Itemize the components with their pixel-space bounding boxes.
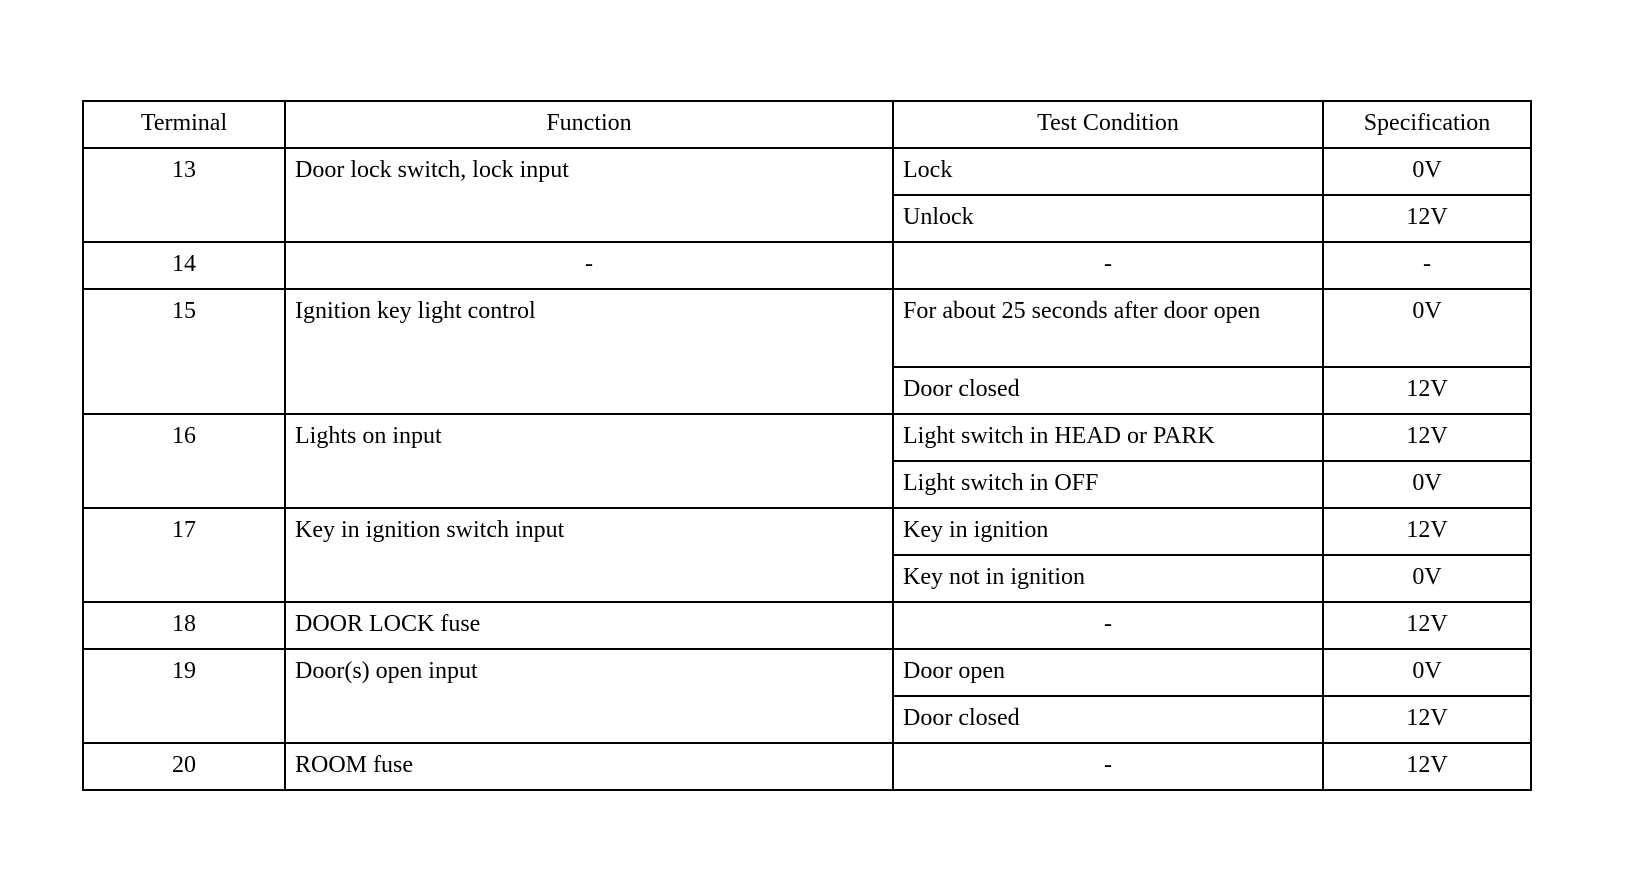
spec-cell: 0V: [1323, 148, 1531, 195]
condition-cell: -: [893, 743, 1323, 790]
condition-cell: -: [893, 602, 1323, 649]
header-row: [83, 101, 1531, 148]
table-row: [83, 289, 1531, 367]
spec-cell: 12V: [1323, 743, 1531, 790]
terminal-cell: 18: [83, 602, 285, 649]
condition-cell: Light switch in OFF: [893, 461, 1323, 508]
table-row: [83, 414, 1531, 461]
spec-cell: 12V: [1323, 195, 1531, 242]
function-cell: DOOR LOCK fuse: [285, 602, 893, 649]
function-cell: Ignition key light control: [285, 289, 893, 414]
table-row: [83, 649, 1531, 696]
function-cell: Door lock switch, lock input: [285, 148, 893, 242]
table-row: [83, 602, 1531, 649]
condition-cell: Lock: [893, 148, 1323, 195]
spec-cell: 0V: [1323, 649, 1531, 696]
condition-cell: For about 25 seconds after door open: [893, 289, 1323, 367]
table-row: [83, 743, 1531, 790]
condition-cell: Door open: [893, 649, 1323, 696]
terminal-cell: 19: [83, 649, 285, 743]
function-cell: Door(s) open input: [285, 649, 893, 743]
condition-cell: Key not in ignition: [893, 555, 1323, 602]
table-row: [83, 148, 1531, 195]
terminal-spec-table: [82, 100, 1532, 791]
header-function: Function: [285, 101, 893, 148]
condition-cell: Unlock: [893, 195, 1323, 242]
spec-cell: 12V: [1323, 696, 1531, 743]
spec-cell: 0V: [1323, 461, 1531, 508]
function-cell: ROOM fuse: [285, 743, 893, 790]
terminal-cell: 17: [83, 508, 285, 602]
header-terminal: Terminal: [83, 101, 285, 148]
terminal-cell: 16: [83, 414, 285, 508]
function-cell: Key in ignition switch input: [285, 508, 893, 602]
spec-cell: -: [1323, 242, 1531, 289]
condition-cell: Door closed: [893, 696, 1323, 743]
function-cell: -: [285, 242, 893, 289]
condition-cell: Door closed: [893, 367, 1323, 414]
terminal-cell: 15: [83, 289, 285, 414]
terminal-cell: 14: [83, 242, 285, 289]
table-row: [83, 508, 1531, 555]
spec-cell: 12V: [1323, 602, 1531, 649]
spec-cell: 0V: [1323, 289, 1531, 367]
terminal-cell: 20: [83, 743, 285, 790]
spec-cell: 0V: [1323, 555, 1531, 602]
spec-cell: 12V: [1323, 414, 1531, 461]
header-test-condition: Test Condition: [893, 101, 1323, 148]
condition-cell: -: [893, 242, 1323, 289]
spec-cell: 12V: [1323, 508, 1531, 555]
table-row: [83, 242, 1531, 289]
function-cell: Lights on input: [285, 414, 893, 508]
spec-cell: 12V: [1323, 367, 1531, 414]
condition-cell: Light switch in HEAD or PARK: [893, 414, 1323, 461]
condition-cell: Key in ignition: [893, 508, 1323, 555]
header-specification: Specification: [1323, 101, 1531, 148]
terminal-cell: 13: [83, 148, 285, 242]
